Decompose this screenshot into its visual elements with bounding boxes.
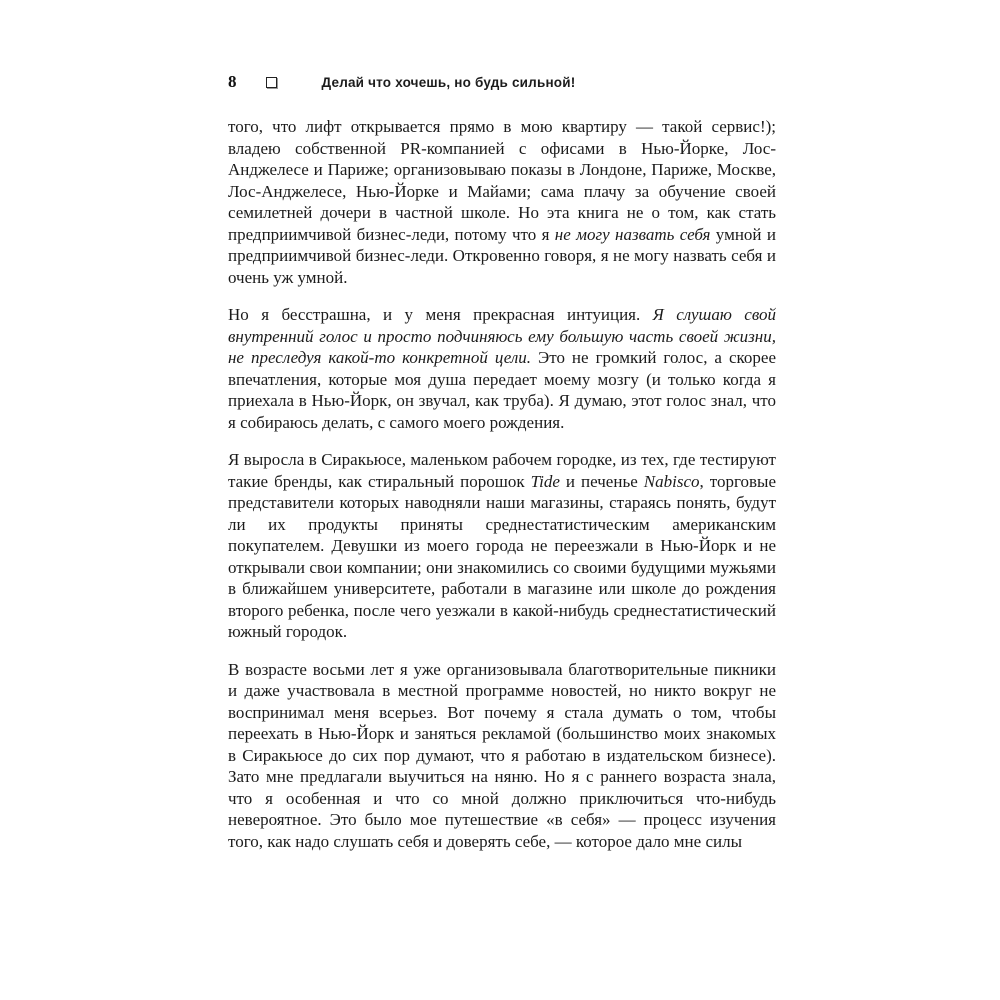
text-segment: умной и предприимчивой бизнес-леди. Откровенно говоря, я не могу назвать себя и очень уж умной. (228, 224, 776, 287)
page-body (228, 116, 776, 852)
text-segment: того, что лифт открывается прямо в мою квартиру — такой сервис!); владею собственной PR-компанией с офисами в Нью-Йорке, Лос-Анджелесе и Париже; организовываю показы в Лондоне, Париже, Москве, Лос-Анджелесе, Нью-Йорке и Майами; сама плачу за обучение своей семилетней дочери в частной школе. Но эта книга не о том, как стать предприимчивой бизнес-леди, потому что я (228, 117, 776, 244)
italic-text-segment: не могу назвать себя (554, 224, 711, 244)
paragraph (228, 116, 776, 288)
text-segment: Но я бесстрашна, и у меня прекрасная интуиция. (228, 305, 653, 324)
text-segment: Я выросла в Сиракьюсе, маленьком рабочем городке, из тех, где тестируют такие бренды, как стиральный порошок (228, 450, 776, 491)
square-bullet-icon (266, 77, 277, 88)
paragraph (228, 659, 776, 853)
running-title: Делай что хочешь, но будь сильной! (321, 74, 576, 90)
text-segment: , торговые представители которых наводняли наши магазины, стараясь понять, будут ли их продукты приняты среднестатистическим американским покупателем. Девушки из моего города не переезжали в Нью-Йорк и не открывали свои компании; они знакомились со своими будущими мужьями в ближайшем университете, работали в магазине или школе до рождения второго ребенка, после чего уезжали в какой-нибудь среднестатистический южный городок. (228, 471, 777, 641)
italic-text-segment: Я слушаю свой внутренний голос и просто подчиняюсь ему большую часть своей жизни, не преследуя какой-то конкретной цели. (228, 305, 776, 367)
paragraph (228, 304, 776, 433)
italic-text-segment: Nabisco (643, 471, 700, 491)
italic-text-segment: Tide (530, 471, 560, 491)
page-number: 8 (228, 72, 237, 91)
text-segment: В возрасте восьми лет я уже организовывала благотворительные пикники и даже участвовала в местной программе новостей, но никто вокруг не воспринимал меня всерьез. Вот почему я стала думать о том, чтобы переехать в Нью-Йорк и заняться рекламой (большинство моих знакомых в Сиракьюсе до сих пор думают, что я работаю в издательском бизнесе). Зато мне предлагали выучиться на няню. Но я с раннего возраста знала, что я особенная и что со мной должно приключиться что-нибудь невероятное. Это было мое путешествие «в себя» — процесс изучения того, как надо слушать себя и доверять себе, — которое дало мне силы (228, 659, 776, 851)
running-header (228, 72, 776, 92)
text-segment: Это не громкий голос, а скорее впечатления, которые моя душа передает моему мозгу (и только когда я приехала в Нью-Йорк, он звучал, как труба). Я думаю, этот голос знал, что я собираюсь делать, с самого моего рождения. (228, 348, 776, 432)
paragraph (228, 449, 776, 643)
text-segment: и печенье (559, 471, 644, 491)
